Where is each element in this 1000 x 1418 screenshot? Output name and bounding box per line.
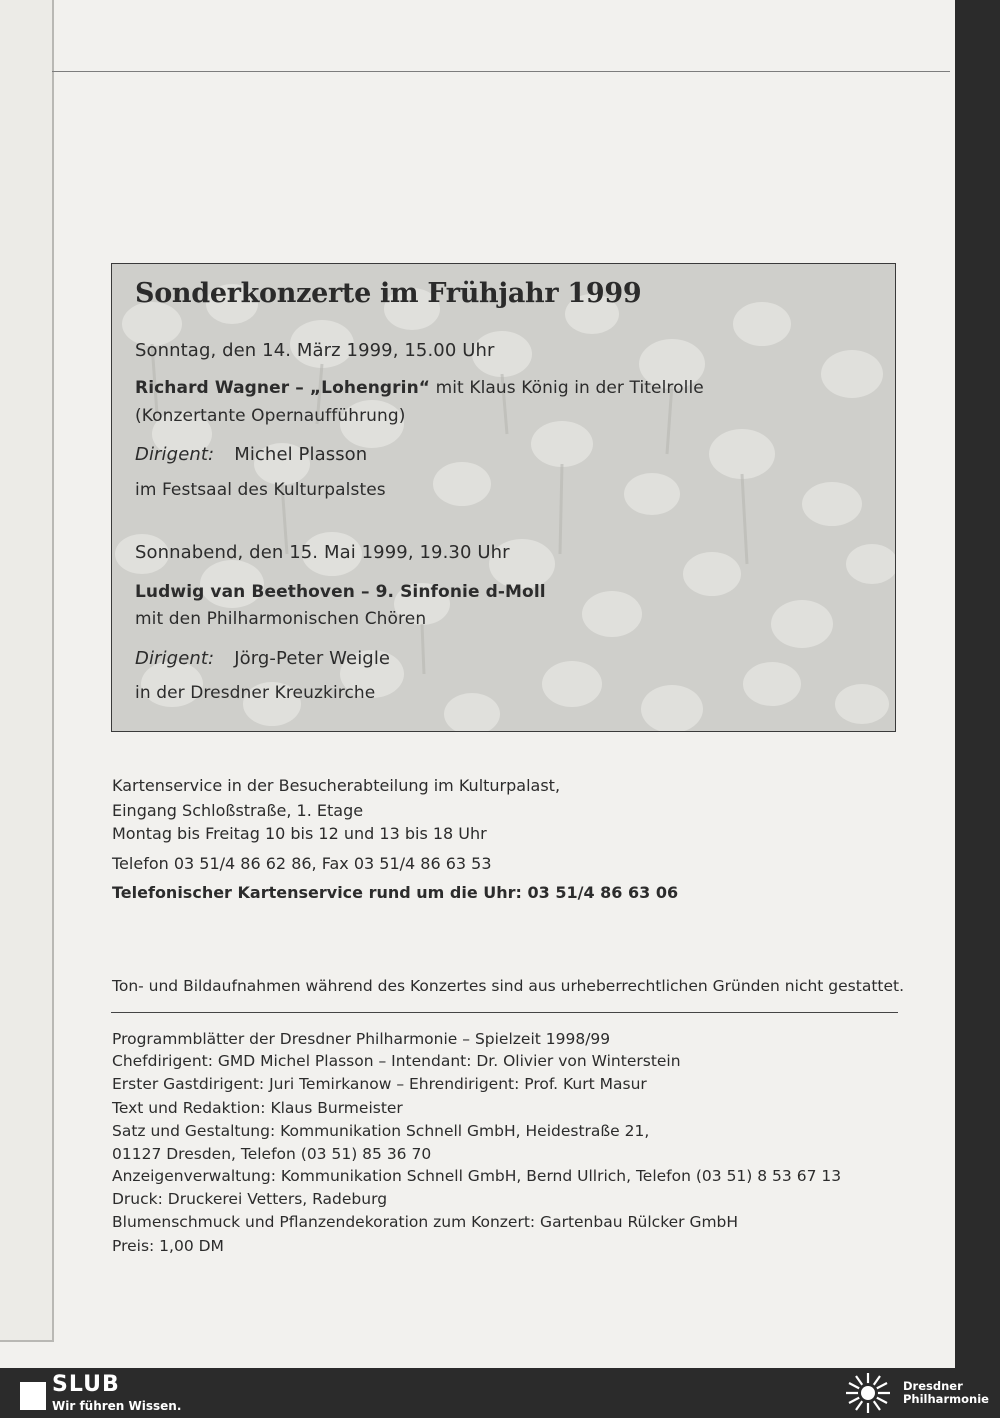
ticket-info-line-2: Eingang Schloßstraße, 1. Etage bbox=[112, 801, 364, 820]
concert1-work bbox=[135, 378, 704, 398]
ticket-info-line-3: Montag bis Freitag 10 bis 12 und 13 bis 18 Uhr bbox=[112, 824, 487, 843]
slub-name: SLUB bbox=[52, 1372, 120, 1397]
concert1-work-title: Richard Wagner – „Lohengrin“ bbox=[135, 378, 431, 398]
concert1-conductor-line bbox=[135, 444, 367, 465]
concert1-conductor: Michel Plasson bbox=[234, 444, 368, 465]
top-rule bbox=[52, 71, 950, 72]
concert1-subtitle: (Konzertante Opernaufführung) bbox=[135, 406, 406, 426]
concert2-conductor-line bbox=[135, 648, 390, 669]
ticket-info-phone: Telefon 03 51/4 86 62 86, Fax 03 51/4 86 63 53 bbox=[112, 854, 492, 873]
ticket-info-line-1: Kartenservice in der Besucherabteilung im Kulturpalast, bbox=[112, 776, 561, 795]
imprint-line: Text und Redaktion: Klaus Burmeister bbox=[112, 1099, 403, 1117]
dresdner-philharmonie-wordmark bbox=[903, 1380, 989, 1406]
imprint-line: 01127 Dresden, Telefon (03 51) 85 36 70 bbox=[112, 1145, 432, 1163]
imprint-line: Satz und Gestaltung: Kommunikation Schnell GmbH, Heidestraße 21, bbox=[112, 1122, 650, 1140]
concert2-subtitle: mit den Philharmonischen Chören bbox=[135, 609, 427, 629]
concert2-work-title: Ludwig van Beethoven – 9. Sinfonie d-Moll bbox=[135, 582, 546, 602]
concert1-conductor-label: Dirigent: bbox=[135, 444, 215, 465]
concert2-conductor: Jörg-Peter Weigle bbox=[234, 648, 391, 669]
special-concerts-box bbox=[111, 263, 896, 732]
imprint-line: Preis: 1,00 DM bbox=[112, 1237, 224, 1255]
concert1-venue: im Festsaal des Kulturpalstes bbox=[135, 480, 386, 500]
slub-tagline: Wir führen Wissen. bbox=[52, 1399, 182, 1413]
concert1-work-detail: mit Klaus König in der Titelrolle bbox=[430, 378, 704, 398]
slub-logo-icon bbox=[12, 1376, 46, 1410]
dresdner-philharmonie-logo-icon bbox=[842, 1371, 894, 1415]
imprint-line: Druck: Druckerei Vetters, Radeburg bbox=[112, 1190, 388, 1208]
footer-bar bbox=[0, 1368, 1000, 1418]
imprint-line: Blumenschmuck und Pflanzendekoration zum Konzert: Gartenbau Rülcker GmbH bbox=[112, 1213, 739, 1231]
imprint-line: Erster Gastdirigent: Juri Temirkanow – Ehrendirigent: Prof. Kurt Masur bbox=[112, 1075, 647, 1093]
concert2-date: Sonnabend, den 15. Mai 1999, 19.30 Uhr bbox=[135, 542, 510, 563]
dp-line-1: Dresdner bbox=[903, 1379, 963, 1393]
imprint-line: Programmblätter der Dresdner Philharmonie – Spielzeit 1998/99 bbox=[112, 1030, 611, 1048]
concert1-date: Sonntag, den 14. März 1999, 15.00 Uhr bbox=[135, 340, 495, 361]
recording-notice: Ton- und Bildaufnahmen während des Konzertes sind aus urheberrechtlichen Gründen nicht gestattet. bbox=[112, 977, 905, 995]
page-spine bbox=[0, 0, 54, 1342]
imprint-line: Chefdirigent: GMD Michel Plasson – Intendant: Dr. Olivier von Winterstein bbox=[112, 1052, 681, 1070]
ticket-info-hotline: Telefonischer Kartenservice rund um die Uhr: 03 51/4 86 63 06 bbox=[112, 883, 679, 902]
imprint-rule bbox=[111, 1012, 898, 1013]
concert2-conductor-label: Dirigent: bbox=[135, 648, 215, 669]
dp-line-2: Philharmonie bbox=[903, 1392, 989, 1406]
special-concerts-title: Sonderkonzerte im Frühjahr 1999 bbox=[135, 278, 642, 309]
concert2-venue: in der Dresdner Kreuzkirche bbox=[135, 683, 376, 703]
imprint-line: Anzeigenverwaltung: Kommunikation Schnell GmbH, Bernd Ullrich, Telefon (03 51) 8 53 67 13 bbox=[112, 1167, 842, 1185]
